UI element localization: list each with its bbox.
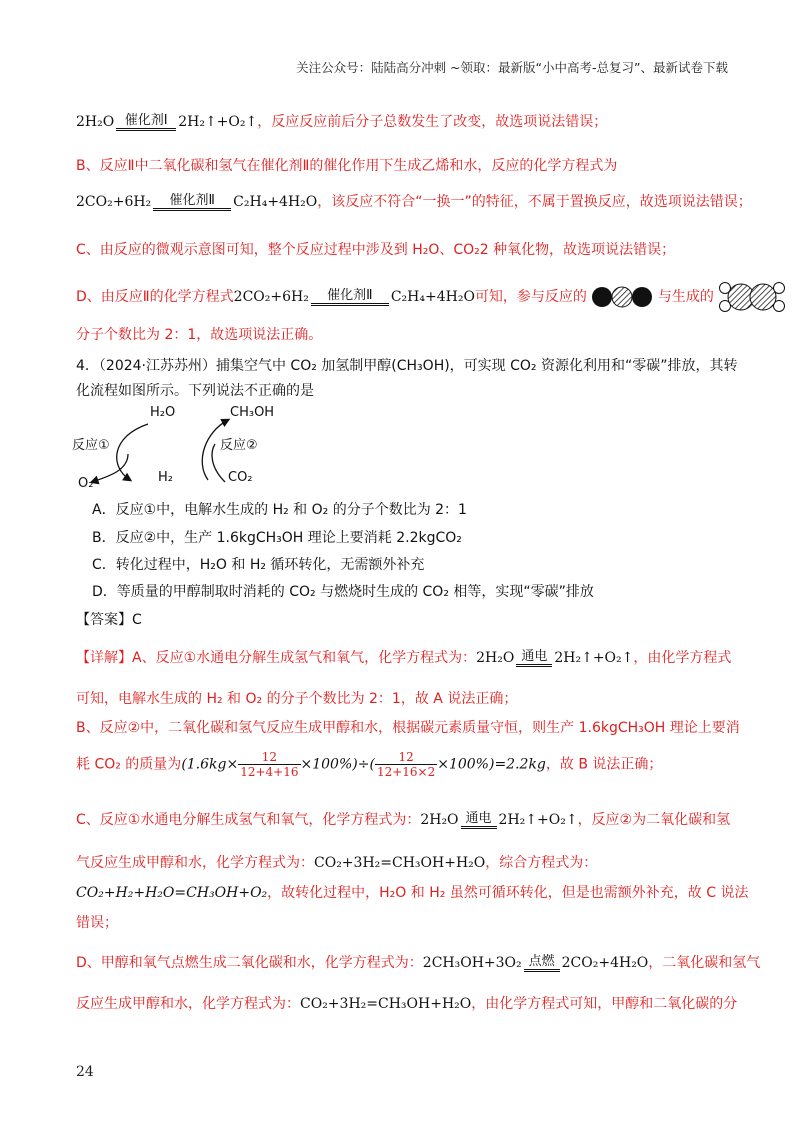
page-number: 24 [76,1064,94,1080]
equation-formula-left: 2H₂O [476,650,515,666]
detail-text: 反应生成甲醇和水，化学方程式为： [76,996,300,1012]
calc-expression-part: (1.6kg× [181,756,239,773]
conversion-flow-diagram [70,402,300,494]
answer-label: 【答案】 [76,612,132,628]
equation-formula-left: 2H₂O [420,812,459,828]
equation-formula-left: 2CO₂+6H₂ [233,289,309,305]
detail-text: 耗 CO₂ 的质量为 [76,756,182,773]
diagram-o2-label: O₂ [78,476,94,491]
detail-c-line-4: 错误； [76,915,118,931]
equation-formula: CO₂+3H₂=CH₃OH+H₂O [300,996,472,1012]
equation-condition: 通电 [465,810,492,826]
explanation-text: D、由反应Ⅱ的化学方程式 [76,289,234,305]
equation-arrow [116,114,176,131]
detail-text: 【详解】A、反应①水通电分解生成氢气和氧气，化学方程式为： [76,650,477,666]
equation-formula-right: 2H₂↑+O₂↑ [554,650,634,666]
equation-arrow [461,812,497,829]
option-c: C．转化过程中，H₂O 和 H₂ 循环转化，无需额外补充 [92,557,425,573]
calc-expression-part: ×100%)÷( [300,756,375,773]
equation-arrow [311,289,389,306]
answer-line [76,610,142,630]
option-b: B．反应②中，生产 1.6kgCH₃OH 理论上要消耗 2.2kgCO₂ [92,530,462,546]
equation-arrow [524,955,560,972]
explanation-line-d1 [76,280,786,314]
diagram-h2-label: H₂ [158,470,173,485]
equation-condition: 通电 [521,648,548,664]
equation-formula-left: 2H₂O [76,114,115,130]
detail-b-line-2 [76,750,662,779]
equation-formula-right: 2H₂↑+O₂↑ [178,114,258,130]
question-4-line-1: 4．（2024·江苏苏州）捕集空气中 CO₂ 加氢制甲醇(CH₃OH)，可实现 CO₂ 资源化利用和“零碳”排放，其转 [76,358,738,374]
explanation-line-b2 [76,192,752,212]
calc-fraction-1: $\frac{12}{12+4+16}$ [240,750,299,779]
detail-text: ，由化学方程式 [633,650,732,666]
explanation-line-b1: B、反应Ⅱ中二氧化碳和氢气在催化剂Ⅱ的催化作用下生成乙烯和水，反应的化学方程式为 [76,158,618,174]
option-d: D．等质量的甲醇制取时消耗的 CO₂ 与燃烧时生成的 CO₂ 相等，实现“零碳”排放 [92,584,594,600]
detail-text: ，综合方程式为： [485,855,598,871]
detail-a-line-2: 可知，电解水生成的 H₂ 和 O₂ 的分子个数比为 2：1，故 A 说法正确； [76,691,518,707]
answer-value: C [132,612,142,628]
equation-condition: 催化剂Ⅰ [124,112,168,128]
detail-text: 气反应生成甲醇和水，化学方程式为： [76,855,314,871]
equation-formula-right: C₂H₄+4H₂O [390,289,475,305]
diagram-co2-label: CO₂ [228,470,253,485]
calc-fraction-2: $\frac{12}{12+16\times 2}$ [376,750,436,779]
calc-expression-part: ×100%)=2.2kg [437,756,546,773]
explanation-text: 可知，参与反应的 [474,289,587,305]
diagram-h2o-label: H₂O [150,405,176,420]
detail-b-line-1: B、反应②中，二氧化碳和氢气反应生成甲醇和水，根据碳元素质量守恒，则生产 1.6kgCH₃OH 理论上要消 [76,720,740,736]
equation-condition: 催化剂Ⅱ [169,192,215,208]
detail-text: C、反应①水通电分解生成氢气和氧气，化学方程式为： [76,812,421,828]
explanation-line-c: C、由反应的微观示意图可知，整个反应过程中涉及到 H₂O、CO₂2 种氧化物，故选项说法错误； [76,242,676,258]
h2o-molecule-icon [718,280,786,314]
detail-text: ，反应②为二氧化碳和氢 [577,812,731,828]
explanation-text: ，反应反应前后分子总数发生了改变，故选项说法错误； [257,114,608,130]
detail-text: ，由化学方程式可知，甲醇和二氧化碳的分 [471,996,738,1012]
detail-text: ，故 B 说法正确； [545,756,663,773]
detail-c-line-2 [76,853,597,873]
detail-c-line-3 [76,883,748,903]
diagram-reaction-2-label: 反应② [220,438,258,453]
explanation-text: ，该反应不符合“一换一”的特征，不属于置换反应，故选项说法错误； [317,194,752,210]
equation-formula-right: 2CO₂+4H₂O [561,955,649,971]
detail-d-line-2 [76,994,737,1014]
diagram-reaction-1-label: 反应① [72,438,110,453]
explanation-text: 与生成的 [657,289,714,305]
equation-formula-right: C₂H₄+4H₂O [233,194,318,210]
detail-text: D、甲醇和氧气点燃生成二氧化碳和水，化学方程式为： [76,955,423,971]
detail-d-line-1 [76,953,760,973]
co2-molecule-icon [591,286,653,308]
equation-arrow [516,650,552,667]
question-4-line-2: 化流程如图所示。下列说法不正确的是 [76,383,314,399]
diagram-ch3oh-label: CH₃OH [230,405,275,420]
equation-formula: CO₂+H₂+H₂O=CH₃OH+O₂ [76,885,268,901]
explanation-line-1 [76,112,607,132]
equation-condition: 催化剂Ⅱ [327,287,373,303]
detail-c-line-1 [76,810,730,830]
page-header: 关注公众号：陆陆高分冲刺 ~领取：最新版“小中高考-总复习”、最新试卷下载 [296,60,728,75]
equation-condition: 点燃 [528,953,555,969]
equation-formula-right: 2H₂↑+O₂↑ [498,812,578,828]
detail-a-line-1 [76,648,731,668]
option-a: A．反应①中，电解水生成的 H₂ 和 O₂ 的分子个数比为 2：1 [92,502,467,518]
detail-text: ，二氧化碳和氢气 [648,955,761,971]
equation-arrow [153,194,231,211]
explanation-line-d2: 分子个数比为 2：1，故选项说法正确。 [76,327,323,343]
detail-text: ，故转化过程中，H₂O 和 H₂ 虽然可循环转化，但是也需额外补充，故 C 说法 [267,885,749,901]
equation-formula-left: 2CH₃OH+3O₂ [422,955,522,971]
equation-formula: CO₂+3H₂=CH₃OH+H₂O [314,855,486,871]
equation-formula-left: 2CO₂+6H₂ [76,194,152,210]
